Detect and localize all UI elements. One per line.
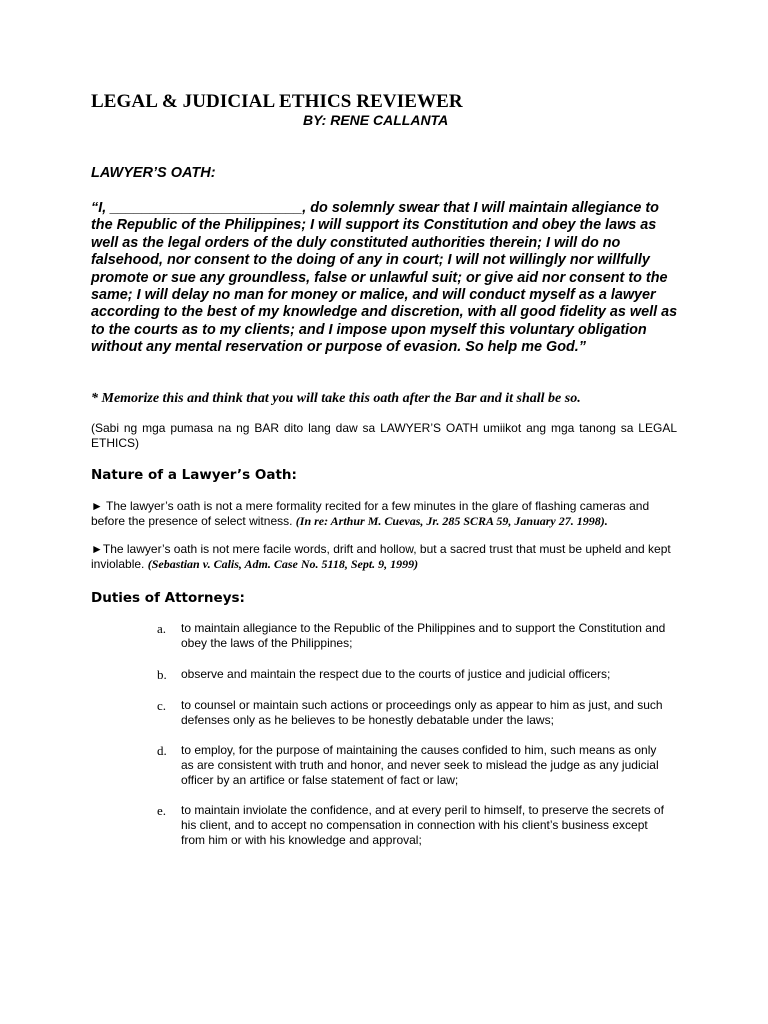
duty-letter: d. bbox=[157, 743, 167, 758]
nature-point-text: ►The lawyer’s oath is not mere facile words, drift and hollow, but a sacred trust that must be upheld and kept inviolable. bbox=[91, 542, 671, 571]
nature-point bbox=[91, 542, 683, 572]
duties-heading: Duties of Attorneys: bbox=[91, 590, 245, 606]
nature-point bbox=[91, 499, 683, 529]
duty-item bbox=[157, 698, 672, 728]
duty-letter: a. bbox=[157, 621, 167, 636]
author-byline: BY: RENE CALLANTA bbox=[303, 112, 449, 128]
duty-text: to employ, for the purpose of maintaining the causes confided to him, such means as only as are consistent with truth and honor, and never seek to mislead the judge as any judicial officer by an artifice or false statement of fact or law; bbox=[181, 743, 659, 787]
duty-item bbox=[157, 667, 672, 682]
duty-text: to maintain allegiance to the Republic of the Philippines and to support the Constitution and obey the laws of the Philippines; bbox=[181, 621, 666, 650]
document-title: LEGAL & JUDICIAL ETHICS REVIEWER bbox=[91, 91, 463, 112]
duty-text: to maintain inviolate the confidence, and at every peril to himself, to preserve the secrets of his client, and to accept no compensation in connection with his client’s business except from him or with his knowledge and approval; bbox=[181, 803, 664, 847]
memorize-note: * Memorize this and think that you will take this oath after the Bar and it shall be so. bbox=[91, 391, 581, 406]
duty-text: observe and maintain the respect due to the courts of justice and judicial officers; bbox=[181, 667, 611, 681]
nature-point-text: ► The lawyer’s oath is not a mere formality recited for a few minutes in the glare of flashing cameras and before the presence of select witness. bbox=[91, 499, 650, 528]
duty-letter: c. bbox=[157, 698, 167, 713]
duty-letter: b. bbox=[157, 667, 167, 682]
duty-text: to counsel or maintain such actions or proceedings only as appear to him as just, and such defenses only as he believes to be honestly debatable under the laws; bbox=[181, 698, 663, 727]
oath-text: “I, ________________________, do solemnly swear that I will maintain allegiance to the Republic of the Philippines; I will support its Constitution and obey the laws as well as the legal orders of the duly constituted authorities therein; I will do no falsehood, nor consent to the doing of any in court; I will not willingly nor willfully promote or sue any groundless, false or unlawful suit; or give aid nor consent to the same; I will delay no man for money or malice, and will conduct myself as a lawyer according to the best of my knowledge and discretion, with all good fidelity as well as to the courts as to my clients; and I impose upon myself this voluntary obligation without any mental reservation or purpose of evasion. So help me God.” bbox=[91, 200, 678, 356]
nature-point-citation: (Sebastian v. Calis, Adm. Case No. 5118, Sept. 9, 1999) bbox=[147, 557, 419, 571]
duty-item bbox=[157, 621, 672, 651]
tagalog-note: (Sabi ng mga pumasa na ng BAR dito lang daw sa LAWYER’S OATH umiikot ang mga tanong sa LEGAL ETHICS) bbox=[91, 421, 677, 450]
duty-letter: e. bbox=[157, 803, 167, 818]
nature-heading: Nature of a Lawyer’s Oath: bbox=[91, 467, 297, 483]
oath-heading: LAWYER’S OATH: bbox=[91, 165, 216, 181]
nature-point-citation: (In re: Arthur M. Cuevas, Jr. 285 SCRA 59, January 27. 1998). bbox=[295, 514, 608, 528]
duty-item bbox=[157, 803, 672, 848]
duty-item bbox=[157, 743, 672, 788]
